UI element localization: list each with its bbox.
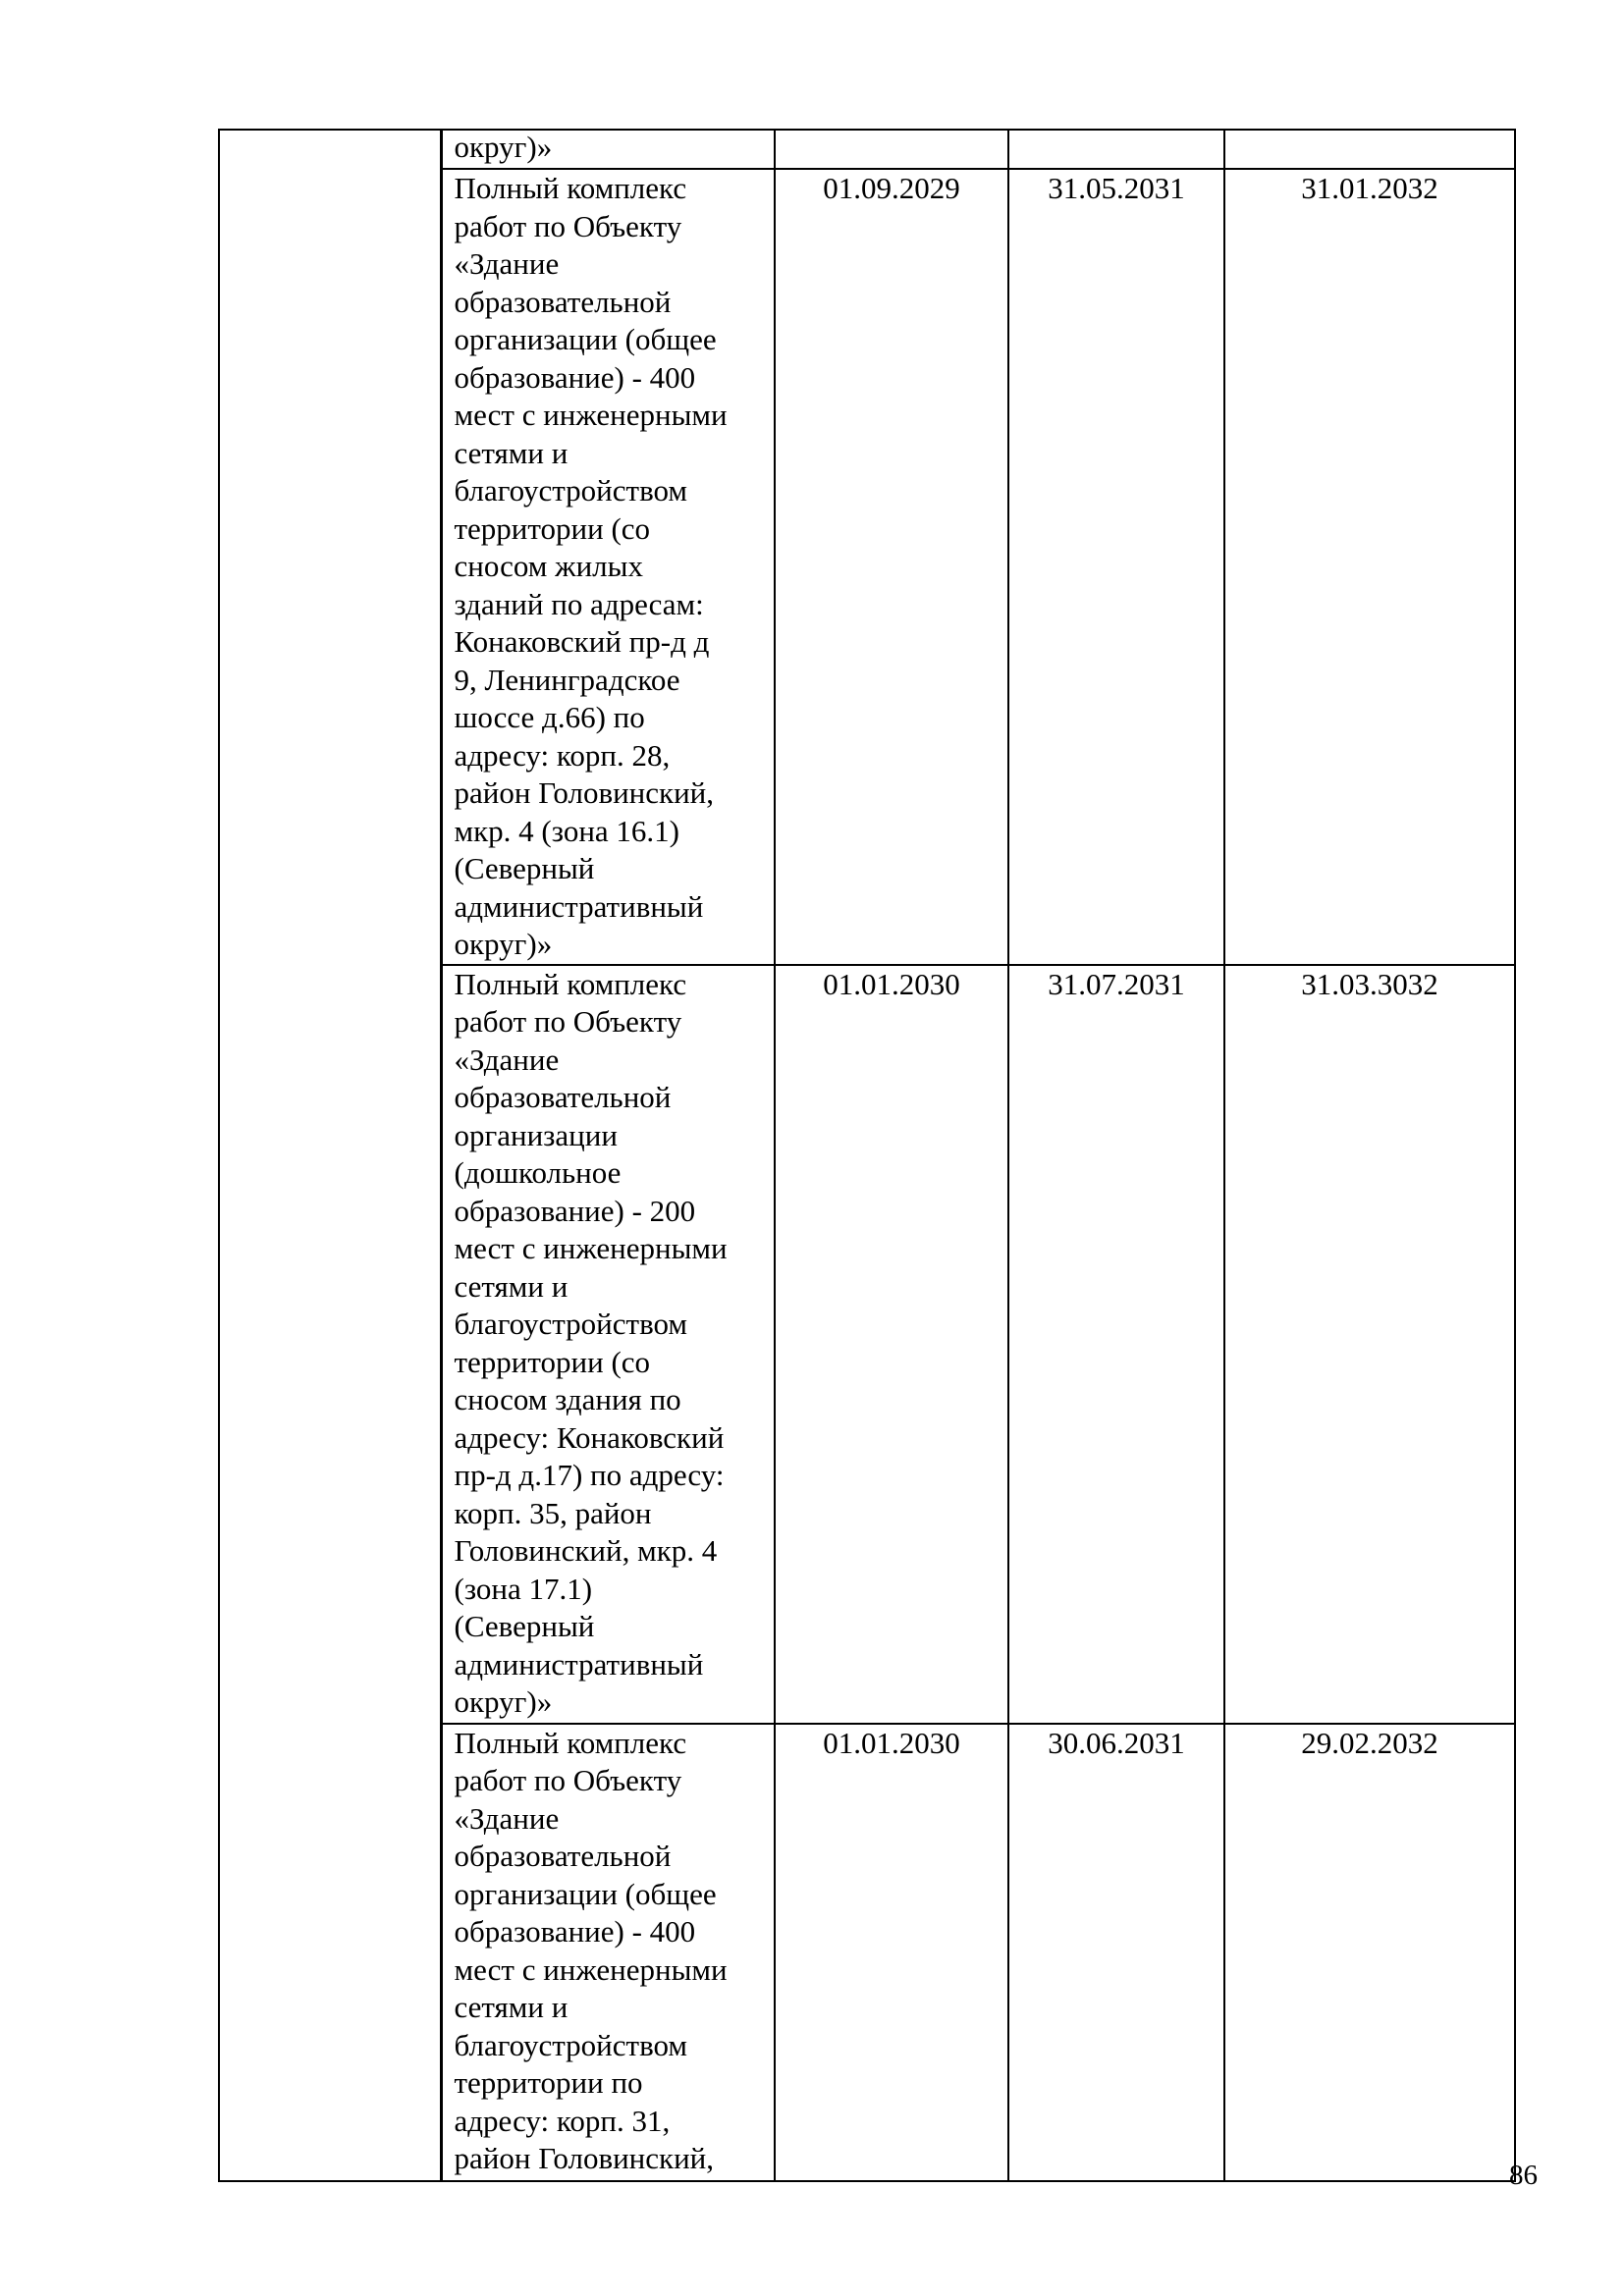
description-text: округ)» bbox=[454, 130, 553, 164]
description-text: Полный комплекс работ по Объекту «Здание образовательной организации (дошкольное образование) - 200 мест с инженерными сетями и благоустройством территории (со сносом здания по адресу: Конаковский пр-д д.17) по адресу: корп. 35, район Головинский, мкр. 4 (зона 17.1) (Северный административный округ)» bbox=[454, 966, 728, 1719]
deadline-date: 31.01.2032 bbox=[1301, 171, 1438, 205]
start-date: 01.09.2029 bbox=[823, 171, 960, 205]
start-date: 01.01.2030 bbox=[823, 1725, 960, 1760]
description-cell bbox=[441, 169, 775, 965]
schedule-table bbox=[218, 129, 1516, 2182]
start-date-cell bbox=[775, 965, 1008, 1724]
table-row-continuation bbox=[219, 130, 1515, 169]
end-date-cell bbox=[1008, 169, 1224, 965]
start-date: 01.01.2030 bbox=[823, 966, 960, 1001]
start-date-cell bbox=[775, 169, 1008, 965]
description-text: Полный комплекс работ по Объекту «Здание образовательной организации (общее образование) - 400 мест с инженерными сетями и благоустройством территории (со сносом жилых зданий по адресам: Конаковский пр-д д 9, Ленинградское шоссе д.66) по адресу: корп. 28, район Головинский, мкр. 4 (зона 16.1) (Северный административный округ)» bbox=[454, 171, 728, 961]
end-date-cell bbox=[1008, 965, 1224, 1724]
deadline-date: 29.02.2032 bbox=[1301, 1725, 1438, 1760]
deadline-date-cell bbox=[1224, 965, 1515, 1724]
deadline-date: 31.03.3032 bbox=[1301, 966, 1438, 1001]
description-cell bbox=[441, 1724, 775, 2181]
end-date-cell bbox=[1008, 1724, 1224, 2181]
deadline-date-cell bbox=[1224, 169, 1515, 965]
merged-left-cell bbox=[219, 130, 441, 2181]
end-date-cell bbox=[1008, 130, 1224, 169]
description-text: Полный комплекс работ по Объекту «Здание образовательной организации (общее образование) - 400 мест с инженерными сетями и благоустройством территории по адресу: корп. 31, район Головинский, bbox=[454, 1725, 728, 2175]
deadline-date-cell bbox=[1224, 130, 1515, 169]
start-date-cell bbox=[775, 1724, 1008, 2181]
end-date: 31.05.2031 bbox=[1048, 171, 1185, 205]
description-cell bbox=[441, 130, 775, 169]
start-date-cell bbox=[775, 130, 1008, 169]
page-number: 86 bbox=[1509, 2160, 1538, 2191]
end-date: 30.06.2031 bbox=[1048, 1725, 1185, 1760]
deadline-date-cell bbox=[1224, 1724, 1515, 2181]
end-date: 31.07.2031 bbox=[1048, 966, 1185, 1001]
description-cell bbox=[441, 965, 775, 1724]
